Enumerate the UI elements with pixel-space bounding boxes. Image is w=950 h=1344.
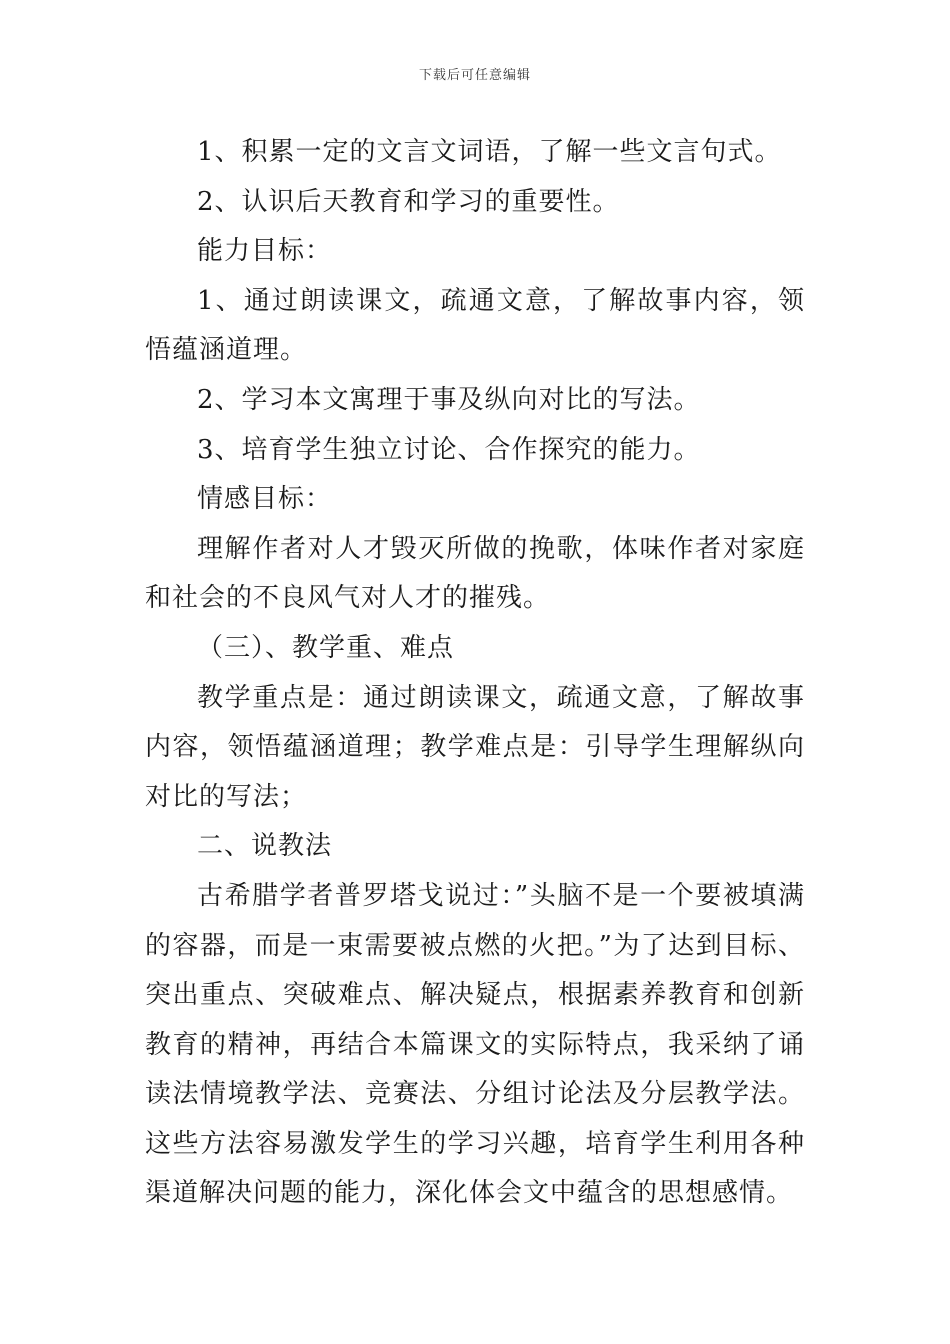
heading-teaching-methods: 二、说教法	[197, 831, 333, 862]
document-body	[145, 128, 805, 1219]
heading-key-points: （三）、教学重、难点	[197, 632, 455, 663]
paragraph-ability-1: 1、通过朗读课文，疏通文意，了解故事内容，领悟蕴涵道理。	[145, 285, 805, 366]
heading-emotion-goals: 情感目标：	[197, 484, 333, 515]
paragraph-objective-1: 1、积累一定的文言文词语，了解一些文言句式。	[197, 137, 782, 167]
paragraph-ability-3: 3、培育学生独立讨论、合作探究的能力。	[197, 434, 701, 465]
paragraph-key-points: 教学重点是：通过朗读课文，疏通文意，了解故事内容，领悟蕴涵道理；教学难点是：引导学生理解纵向对比的写法；	[145, 682, 805, 812]
paragraph-emotion: 理解作者对人才毁灭所做的挽歌，体味作者对家庭和社会的不良风气对人才的摧残。	[145, 533, 805, 614]
paragraph-teaching-methods: 古希腊学者普罗塔戈说过：”头脑不是一个要被填满的容器，而是一束需要被点燃的火把。”为了达到目标、突出重点、突破难点、解决疑点，根据素养教育和创新教育的精神，再结合本篇课文的实际特点，我采纳了诵读法情境教学法、竞赛法、分组讨论法及分层教学法。这些方法容易激发学生的学习兴趣，培育学生利用各种渠道解决问题的能力，深化体会文中蕴含的思想感情。	[145, 880, 805, 1209]
heading-ability-goals: 能力目标：	[197, 236, 333, 267]
page-header-note: 下载后可任意编辑	[418, 68, 531, 83]
paragraph-objective-2: 2、认识后天教育和学习的重要性。	[197, 186, 620, 217]
paragraph-ability-2: 2、学习本文寓理于事及纵向对比的写法。	[197, 384, 701, 415]
